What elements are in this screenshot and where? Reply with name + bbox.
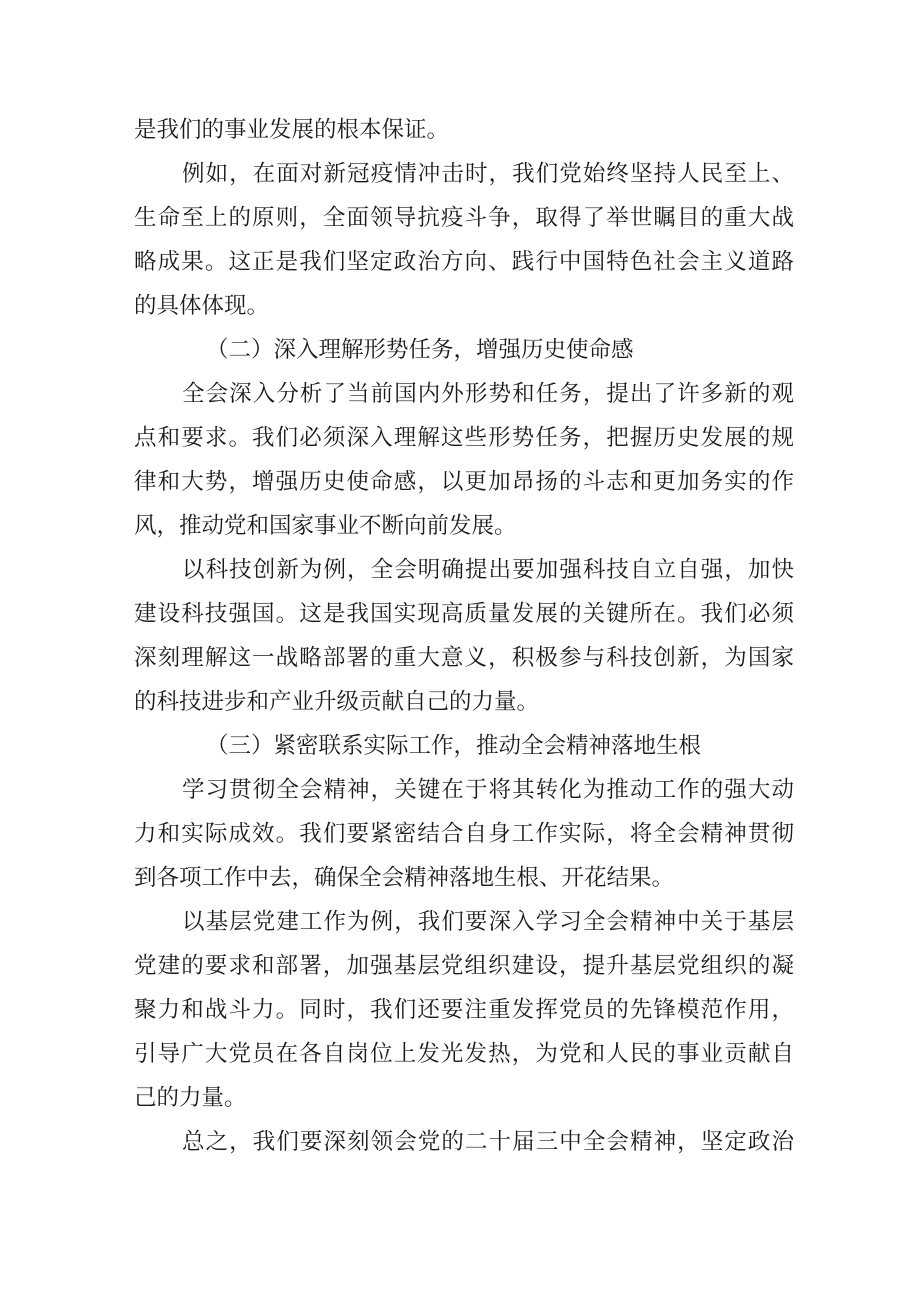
paragraph-line: 的具体体现。 (134, 293, 270, 319)
paragraph-line: 建设科技强国。这是我国实现高质量发展的关键所在。我们必须 (134, 601, 794, 627)
paragraph-line: 党建的要求和部署，加强基层党组织建设，提升基层党组织的凝 (134, 953, 794, 979)
paragraph-line: 例如，在面对新冠疫情冲击时，我们党始终坚持人民至上、 (182, 161, 794, 187)
section-heading: （三）紧密联系实际工作，推动全会精神落地生根 (206, 733, 702, 759)
paragraph-line: 聚力和战斗力。同时，我们还要注重发挥党员的先锋模范作用， (134, 997, 794, 1023)
paragraph-line: 的科技进步和产业升级贡献自己的力量。 (134, 689, 540, 715)
section-heading: （二）深入理解形势任务，增强历史使命感 (206, 337, 634, 363)
paragraph-line: 到各项工作中去，确保全会精神落地生根、开花结果。 (134, 865, 675, 891)
paragraph-line: 律和大势，增强历史使命感，以更加昂扬的斗志和更加务实的作 (134, 469, 794, 495)
paragraph-line: 学习贯彻全会精神，关键在于将其转化为推动工作的强大动 (182, 777, 794, 803)
paragraph-line: 是我们的事业发展的根本保证。 (134, 117, 450, 143)
paragraph-line: 己的力量。 (134, 1085, 247, 1111)
paragraph-line: 点和要求。我们必须深入理解这些形势任务，把握历史发展的规 (134, 425, 794, 451)
paragraph-line: 风，推动党和国家事业不断向前发展。 (134, 513, 517, 539)
paragraph-line: 引导广大党员在各自岗位上发光发热，为党和人民的事业贡献自 (134, 1041, 794, 1067)
paragraph-line: 深刻理解这一战略部署的重大意义，积极参与科技创新，为国家 (134, 645, 794, 671)
paragraph-line: 力和实际成效。我们要紧密结合自身工作实际，将全会精神贯彻 (134, 821, 794, 847)
paragraph-line: 总之，我们要深刻领会党的二十届三中全会精神，坚定政治 (182, 1129, 794, 1155)
paragraph-line: 生命至上的原则，全面领导抗疫斗争，取得了举世瞩目的重大战 (134, 205, 794, 231)
paragraph-line: 以科技创新为例，全会明确提出要加强科技自立自强，加快 (182, 557, 794, 583)
paragraph-line: 略成果。这正是我们坚定政治方向、践行中国特色社会主义道路 (134, 249, 794, 275)
paragraph-line: 全会深入分析了当前国内外形势和任务，提出了许多新的观 (182, 381, 794, 407)
paragraph-line: 以基层党建工作为例，我们要深入学习全会精神中关于基层 (182, 909, 794, 935)
